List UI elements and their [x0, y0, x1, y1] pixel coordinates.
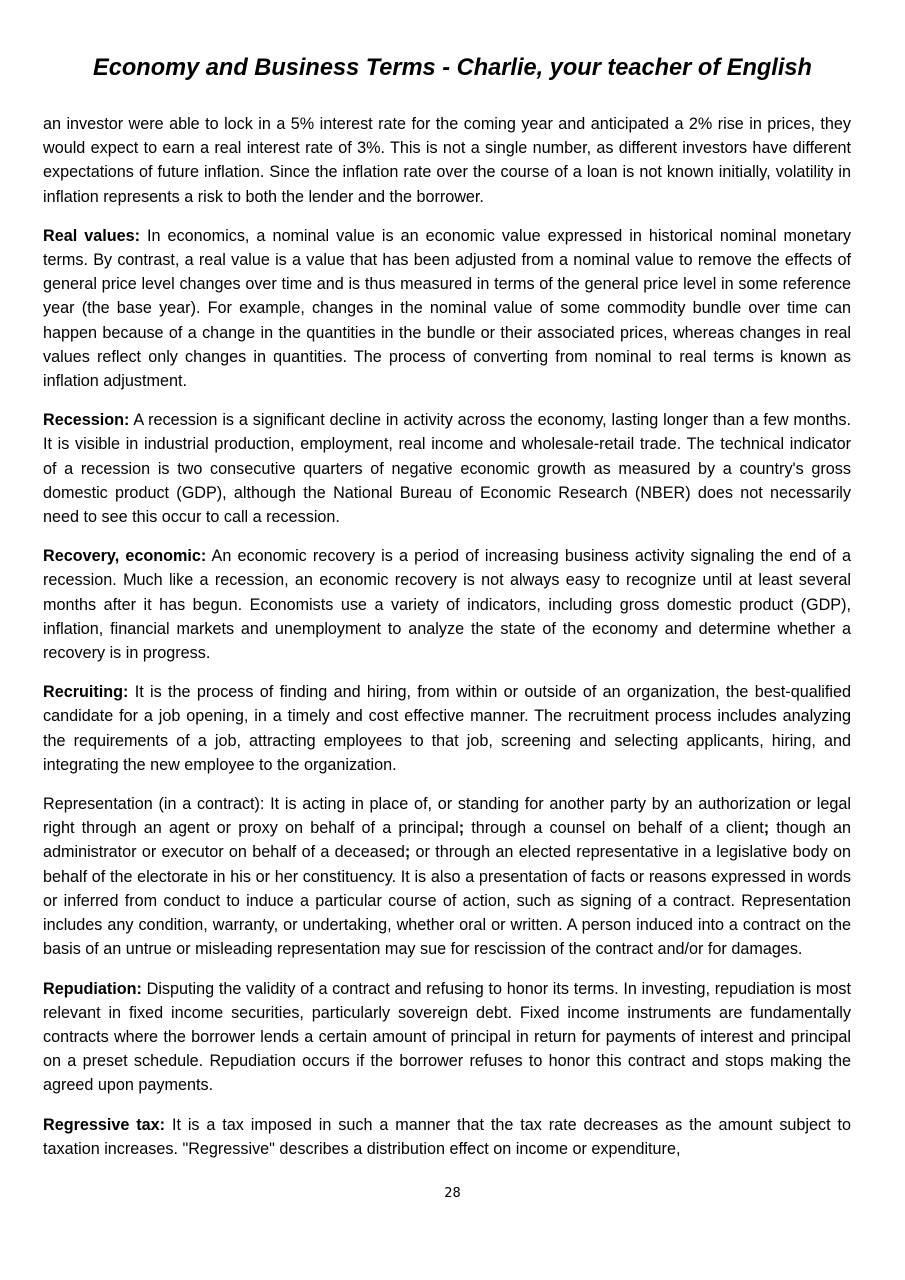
term-real-values: Real values: — [43, 226, 140, 245]
page-number: 28 — [444, 1186, 461, 1201]
representation-text-1: Representation (in a contract): It is acting in place of, or standing for another party by an authorization or legal right through an agent or proxy on behalf of a principal — [43, 795, 851, 838]
term-recovery-economic: Recovery, economic: — [43, 547, 207, 566]
representation-text-4: or through an elected representative in a legislative body on behalf of the electorate in his or her constituency. It is also a presentation of facts or reasons expressed in words or inferred from conduct to induce a particular course of action, such as signing of a contract. Representation includes any condition, warranty, or undertaking, whether oral or written. A person induced into a contract on the basis of an untrue or misleading representation may sue for rescission of the contract and/or for damages. — [43, 843, 852, 959]
term-recruiting: Recruiting: — [43, 683, 129, 702]
semicolon-2: ; — [763, 819, 770, 838]
definition-real-values: In economics, a nominal value is an economic value expressed in historical nominal monetary terms. By contrast, a real value is a value that has been adjusted from a nominal value to remove the effects of general price level changes over time and is thus measured in terms of the general price level in some reference year (the base year). For example, changes in the nominal value of some commodity bundle over time can happen because of a change in the quantities in the bundle or their associated prices, whereas changes in real values reflect only changes in quantities. The process of converting from nominal to real terms is known as inflation adjustment. — [43, 226, 851, 391]
representation-text-2: through a counsel on behalf of a client — [464, 819, 764, 838]
entry-real-values — [43, 224, 851, 393]
document-body — [43, 112, 851, 1176]
semicolon-1: ; — [458, 819, 465, 838]
definition-recession: A recession is a significant decline in activity across the economy, lasting longer than a few months. It is visible in industrial production, employment, real income and wholesale-retail trade. The technical indicator of a recession is two consecutive quarters of negative economic growth as measured by a country's gross domestic product (GDP), although the National Bureau of Economic Research (NBER) does not necessarily need to see this occur to call a recession. — [43, 411, 851, 527]
entry-recovery-economic — [43, 544, 851, 665]
definition-regressive-tax: It is a tax imposed in such a manner that the tax rate decreases as the amount subject to taxation increases. "Regressive" describes a distribution effect on income or expenditure, — [43, 1115, 851, 1158]
term-regressive-tax: Regressive tax: — [43, 1115, 166, 1134]
definition-recovery-economic: An economic recovery is a period of increasing business activity signaling the end of a recession. Much like a recession, an economic recovery is not always easy to recognize until at least several months after it has begun. Economists use a variety of indicators, including gross domestic product (GDP), inflation, financial markets and unemployment to analyze the state of the economy and determine whether a recovery is in progress. — [43, 547, 851, 663]
entry-recruiting — [43, 680, 851, 777]
term-repudiation: Repudiation: — [43, 979, 142, 998]
definition-recruiting: It is the process of finding and hiring, from within or outside of an organization, the best-qualified candidate for a job opening, in a timely and cost effective manner. The recruitment process includes analyzing the requirements of a job, attracting employees to that job, screening and selecting applicants, hiring, and integrating the new employee to the organization. — [43, 683, 851, 774]
entry-repudiation — [43, 977, 851, 1098]
paragraph-text: an investor were able to lock in a 5% interest rate for the coming year and anticipated a 2% rise in prices, they would expect to earn a real interest rate of 3%. This is not a single number, as different investors have different expectations of future inflation. Since the inflation rate over the course of a loan is not known initially, volatility in inflation represents a risk to both the lender and the borrower. — [43, 115, 851, 206]
paragraph-inflation-continued — [43, 112, 851, 209]
page-title: Economy and Business Terms - Charlie, your teacher of English — [93, 55, 812, 81]
representation-text-3: though an administrator or executor on behalf of a deceased — [43, 819, 851, 862]
entry-regressive-tax — [43, 1113, 851, 1161]
definition-repudiation: Disputing the validity of a contract and refusing to honor its terms. In investing, repudiation is most relevant in fixed income securities, particularly sovereign debt. Fixed income instruments are fundamentally contracts where the borrower lends a certain amount of principal in return for payments of interest and principal on a preset schedule. Repudiation occurs if the borrower refuses to honor this contract and stops making the agreed upon payments. — [43, 979, 851, 1095]
term-recession: Recession: — [43, 411, 130, 430]
entry-representation — [43, 792, 851, 961]
entry-recession — [43, 408, 851, 529]
semicolon-3: ; — [404, 843, 411, 862]
